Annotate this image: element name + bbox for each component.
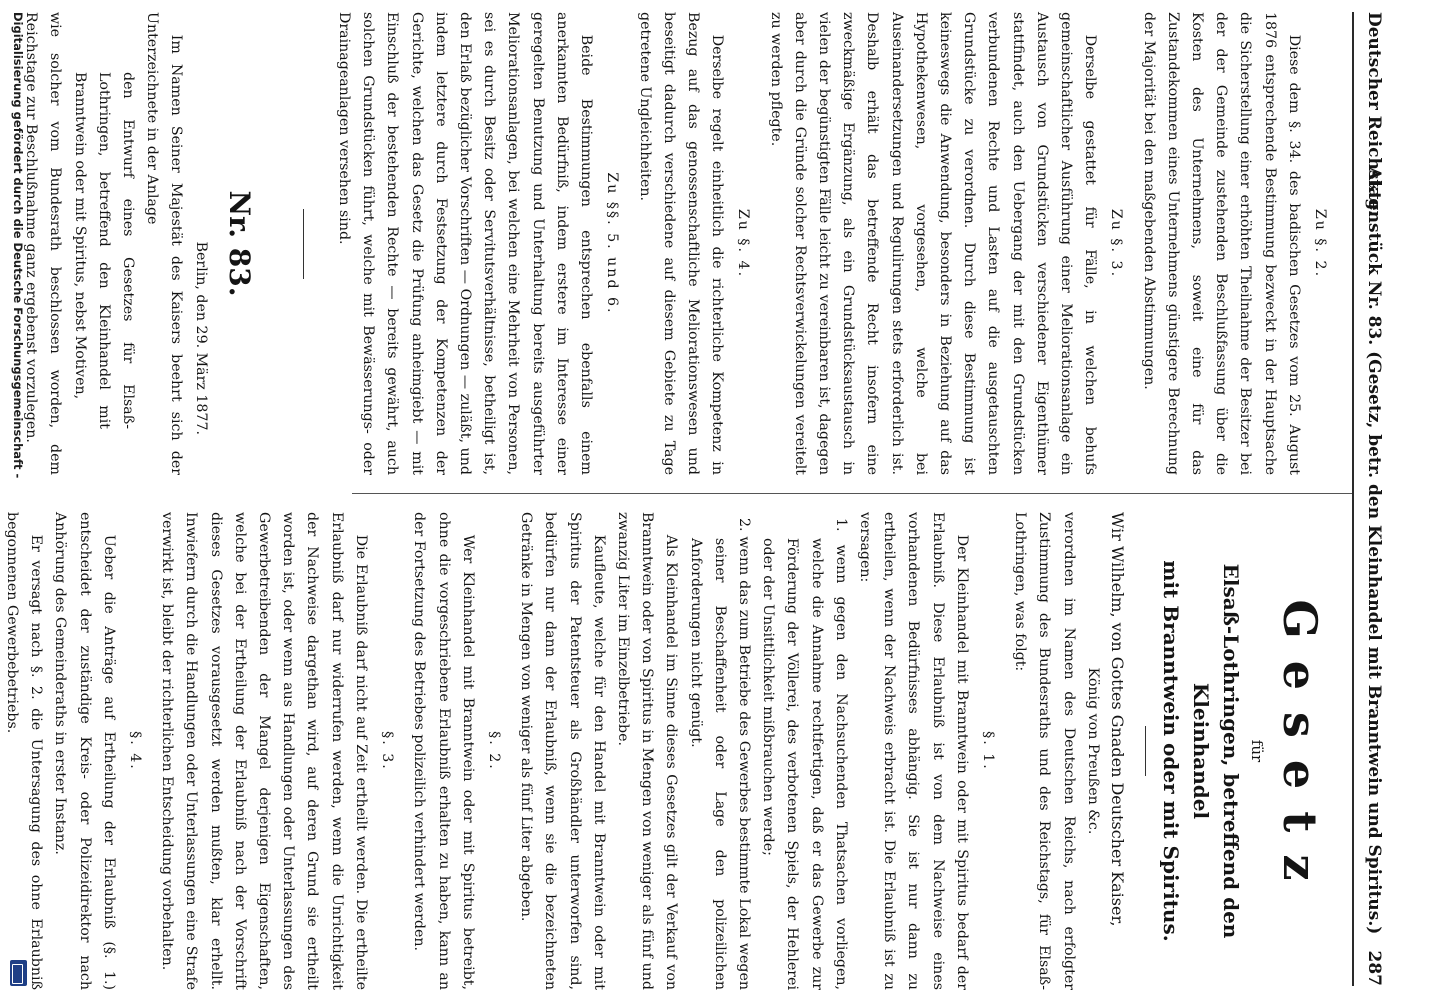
paragraph: Wer Kleinhandel mit Branntwein oder mit Spiritus betreibt, ohne die vorgeschriebene Erlaubniß erhalten zu haben, kann an der Fortsetzung des Betriebes polizeilich verhindert werden. [411,512,476,990]
preamble-line: Wir Wilhelm, von Gottes Gnaden Deutscher Kaiser, [1108,512,1127,927]
date-line: Berlin, den 29. März 1877. [192,241,209,435]
paragraph: Er versagt nach §. 2. die Untersagung des ohne Erlaubniß begonnenen Gewerbebetriebs. [4,512,45,990]
preamble-line: König von Preußen &c. [1084,667,1101,835]
paragraph: Ueber die Anträge auf Ertheilung der Erlaubniß (§. 1.) entscheidet der zuständige Kreis- oder Polizeidirektor nach Anhörung des Gemeinderaths in erster Instanz. [52,512,117,990]
left-column [0,12,1340,475]
paragraph-heading: §. 4. [127,731,144,771]
section-heading: Zu §§. 5. und 6. [604,172,621,315]
paragraph-heading: §. 1. [979,731,996,771]
paragraph: Die Erlaubniß darf nicht auf Zeit ertheilt werden. Die ertheilte Erlaubniß darf nur widerrufen werden, wenn die Unrichtigkeit der Nachweise dargethan wird, auf deren Grund sie ertheilt worden ist, oder wenn aus Handlungen oder Unterlassungen des Gewerbetreibenden der Mangel derjenigen Eigenschaften, welche bei der Ertheilung der Erlaubniß nach der Vorschrift dieses Gesetzes vorausgesetzt werden mußten, klar erhellt. Inwiefern durch die Handlungen oder Unterlassungen eine Strafe verwirkt ist, bleibt der richterlichen Entscheidung vorbehalten. [159,512,369,990]
paragraph-heading: §. 3. [379,731,396,771]
credit-text: Digitalisierung gefördert durch die Deutsche Forschungsgemeinschaft - [11,12,25,479]
page-number: 287 [1364,950,1384,986]
intro-closing: wie solcher vom Bundesrath beschlossen worden, dem Reichstage zur Beschlußnahme ganz ergebenst vorzulegen. [23,12,64,475]
paragraph: Der Kleinhandel mit Branntwein oder mit Spiritus bedarf der Erlaubniß. Diese Erlaubniß ist von dem Nachweise eines vorhandenen Bedürfnisses abhängig. Sie ist nur dann zu ertheilen, wenn der Nachweis erbracht ist. Die Erlaubniß ist zu versagen: [856,512,970,990]
law-subtitle-for: für [1248,739,1266,763]
journal-title: Deutscher Reichstag. [1364,12,1384,217]
digitization-credit [7,12,29,986]
section-heading: Zu §. 2. [1312,208,1328,279]
paragraph: Kaufleute, welche für den Handel mit Branntwein oder mit Spiritus der Patentsteuer als Großhändler unterworfen sind, bedürfen nur dann der Erlaubniß, wenn sie die bezeichneten Getränke in Mengen von weniger als fünf Liter abgeben. [518,512,607,990]
paragraph: Derselbe regelt einheitlich die richterliche Kompetenz in Bezug auf das genossenschaftliche Meliorationswesen und beseitigt dadurch verschiedene auf diesem Gebiete zu Tage getretene Ungleichheiten. [636,12,726,475]
intro-subject: den Entwurf eines Gesetzes für Elsaß-Lothringen, betreffend den Kleinhandel mit Branntwein oder mit Spiritus, nebst Motiven, [71,72,137,429]
document-number: Nr. 83. [222,190,256,297]
section-heading: Zu §. 3. [1108,208,1125,279]
separator-rule [303,209,304,279]
column-divider [352,493,1352,494]
law-title: Gesetz [1273,599,1327,903]
running-head [1352,12,1398,986]
document-reference: Aktenstück Nr. 83. (Gesetz, betr. den Kleinhandel mit Branntwein und Spiritus.) [1364,167,1384,935]
right-column [0,512,1340,990]
law-subtitle: Elsaß-Lothringen, betreffend den Kleinhandel [1189,563,1243,939]
preamble-text: verordnen im Namen des Deutschen Reichs, nach erfolgter Zustimmung des Bundesraths und des Reichstags, für Elsaß-Lothringen, was folgt: [1012,512,1077,990]
title-rule [1145,726,1146,776]
section-heading: Zu §. 4. [735,208,752,279]
paragraph: Als Kleinhandel im Sinne dieses Gesetzes gilt der Verkauf von Branntwein oder von Spiritus in Mengen von weniger als fünf und zwanzig Liter im Einzelbetriebe. [614,512,680,990]
paragraph: Derselbe gestattet für Fälle, in welchen behufs gemeinschaftlicher Ausführung einer Meliorationsanlage ein Austausch von Grundstücken verschiedener Eigenthümer stattfindet, auch den Uebergang der mit den Grundstücken verbundenen Rechte und Lasten auf die ausgetauschten Grundstücke zu verordnen. Durch diese Bestimmung ist keineswegs die Anwendung, besonders in Beziehung auf das Hypothekenwesen, vorgesehen, welche bei Auseinandersetzungen und Regulirungen stets erforderlich ist. Deshalb erhält das betreffende Recht insofern eine zweckmäßige Ergänzung, als ein Grundstücksaustausch in vielen der begünstigten Fälle leicht zu vereinbaren ist, dagegen aber durch die Gründe solcher Rechtsverwickelungen vereitelt zu werden pflegte. [767,12,1099,475]
paragraph-heading: §. 2. [485,731,502,771]
list-item: 1. wenn gegen den Nachsuchenden Thatsachen vorliegen, welche die Annahme rechtfertigen, daß er das Gewerbe zur Förderung der Völlerei, des verbotenen Spiels, der Hehlerei oder der Unsittlichkeit mißbrauchen werde; [760,518,849,990]
paragraph: Diese dem §. 34. des badischen Gesetzes vom 25. August 1876 entsprechende Bestimmung bezweckt in der Hauptsache die Sicherstellung einer erhöhten Theilnahme der Besitzer bei der der Gemeinde zustehenden Beschlußfassung über die Kosten des Unternehmens, soweit eine für das Zustandekommen eines Unternehmens günstigere Berechnung der Majorität bei den maßgebenden Abstimmungen. [1140,12,1302,475]
dfg-logo-icon [10,960,27,986]
intro-paragraph: Im Namen Seiner Majestät des Kaisers beehrt sich der Unterzeichnete in der Anlage [144,12,185,475]
list-item: 2. wenn das zum Betriebe des Gewerbes bestimmte Lokal wegen seiner Beschaffenheit oder Lage den polizeilichen Anforderungen nicht genügt. [687,518,752,990]
law-subtitle-2: mit Branntwein oder mit Spiritus. [1159,560,1183,942]
paragraph: Beide Bestimmungen entsprechen ebenfalls einem anerkannten Bedürfniß, indem erstere im Interesse einer geregelten Benutzung und Unterhaltung bereits ausgeführter Meliorationsanlagen, bei welchen eine Mehrheit von Personen, sei es durch Besitz oder Servitutsverhältnisse, betheiligt ist, den Erlaß bezüglicher Vorschriften — Ordnungen — zuläßt, und indem letztere durch Festsetzung der Kompetenzen der Gerichte, welchen das Gesetz die Prüfung anheimgiebt — mit Einschluß der bestehenden Rechte — bereits gewährt, auch solchen Grundstücken führt, welche mit Bewässerungs- oder Drainageanlagen versehen sind. [336,12,595,475]
